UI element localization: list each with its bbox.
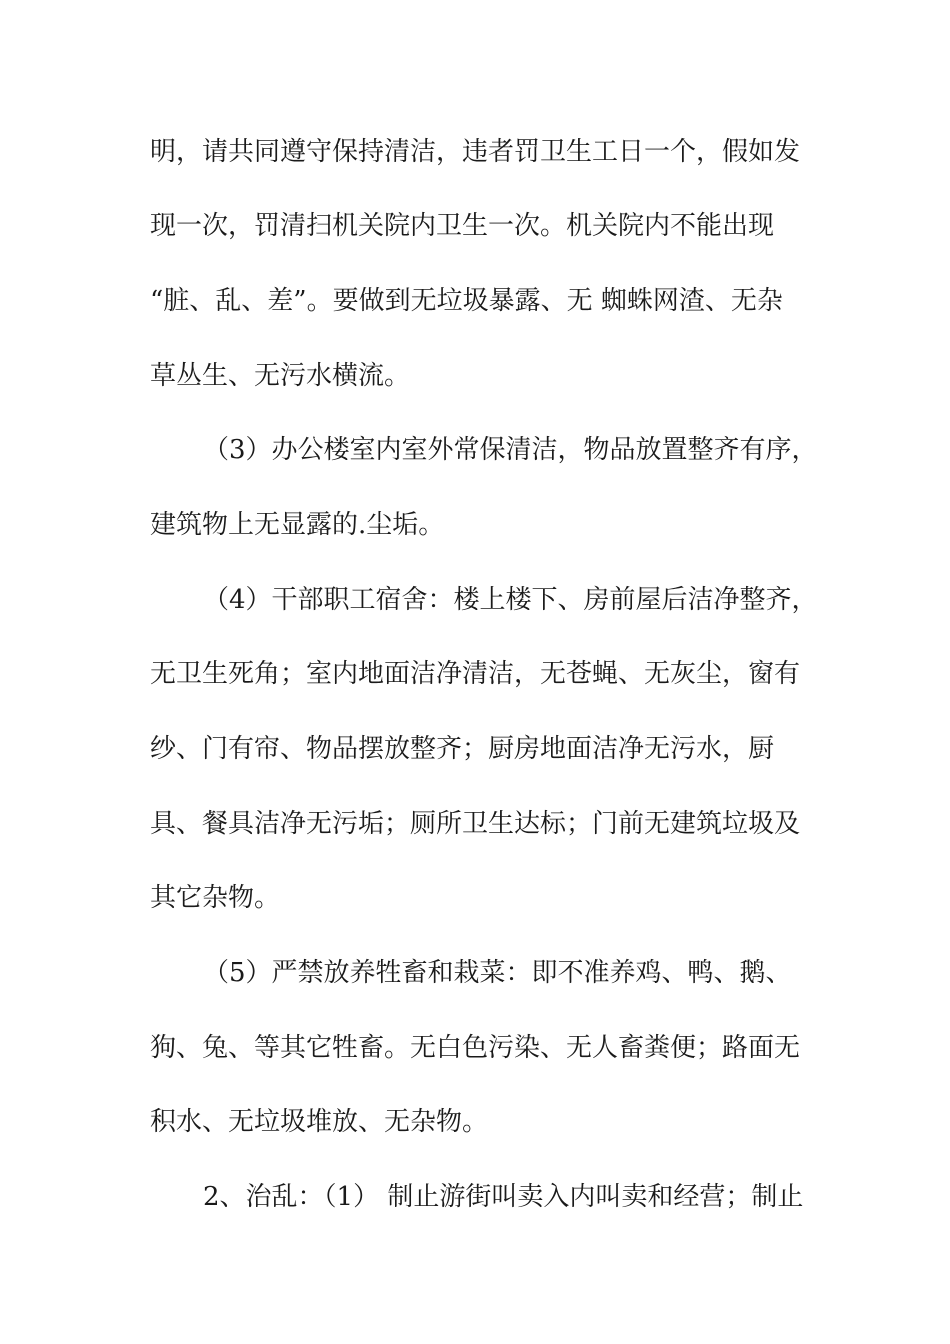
text-line: 建筑物上无显露的.尘垢。: [150, 510, 445, 540]
text-line: 2、治乱：（1） 制止游街叫卖入内叫卖和经营；制止: [203, 1182, 804, 1212]
text-line: 明，请共同遵守保持清洁，违者罚卫生工日一个，假如发: [150, 137, 801, 167]
text-line: （3）办公楼室内室外常保清洁，物品放置整齐有序，: [203, 435, 818, 465]
text-line: “脏、乱、差”。要做到无垃圾暴露、无 蜘蛛网渣、无杂: [150, 286, 783, 316]
text-line: 无卫生死角；室内地面洁净清洁，无苍蝇、无灰尘，窗有: [150, 659, 801, 689]
text-line: 狗、兔、等其它牲畜。无白色污染、无人畜粪便；路面无: [150, 1033, 801, 1063]
text-line: 纱、门有帘、物品摆放整齐；厨房地面洁净无污水，厨: [150, 734, 775, 764]
text-line: （5）严禁放养牲畜和栽菜：即不准养鸡、鸭、鹅、: [203, 958, 792, 988]
text-line: 其它杂物。: [150, 883, 281, 913]
text-line: （4）干部职工宿舍：楼上楼下、房前屋后洁净整齐，: [203, 585, 818, 615]
text-line: 草丛生、无污水横流。: [150, 361, 411, 391]
text-line: 具、餐具洁净无污垢；厕所卫生达标；门前无建筑垃圾及: [150, 809, 801, 839]
text-line: 现一次，罚清扫机关院内卫生一次。机关院内不能出现: [150, 211, 775, 241]
text-line: 积水、无垃圾堆放、无杂物。: [150, 1107, 489, 1137]
